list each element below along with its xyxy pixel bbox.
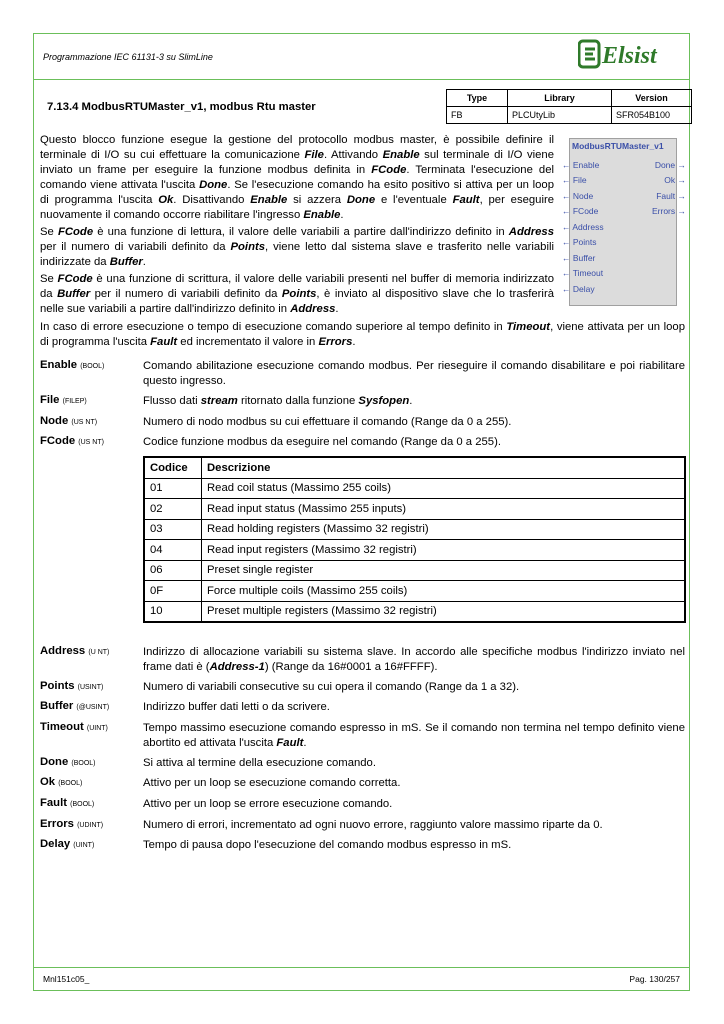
param-description	[143, 721, 685, 751]
text-run: . Se l'esecuzione comando ha esito positivo si attiva per un loop di programma l'uscita	[40, 179, 554, 206]
emphasized-term: Points	[281, 288, 317, 300]
param-name	[40, 818, 103, 830]
text-run: Comando abilitazione esecuzione comando modbus. Per rieseguire il comando disabilitare e poi riabilitare questo ingresso.	[143, 360, 685, 387]
param-name	[40, 680, 103, 692]
fcode-cell: 03	[144, 519, 202, 540]
param-name	[40, 415, 97, 427]
param-label: File	[40, 394, 60, 406]
fcode-desc-cell: Preset single register	[202, 560, 686, 581]
emphasized-term: stream	[200, 395, 238, 407]
fcode-cell: 02	[144, 499, 202, 520]
param-type: (BOOL)	[58, 780, 83, 787]
emphasized-term: Points	[230, 241, 266, 253]
text-run: , viene letto dal sistema slave e trasferito nelle variabili indirizzate da	[40, 241, 554, 268]
param-label: Timeout	[40, 721, 84, 733]
text-run: .	[303, 737, 307, 749]
fb-output-pin: Ok →	[664, 175, 686, 185]
intro-paragraph-3	[40, 272, 554, 317]
param-type: (US NT)	[78, 439, 104, 446]
section-title: 7.13.4 ModbusRTUMaster_v1, modbus Rtu master	[47, 101, 316, 113]
param-name	[40, 756, 96, 768]
fcode-table	[143, 456, 686, 623]
emphasized-term: Buffer	[109, 256, 143, 268]
text-run: .	[340, 209, 344, 221]
fcode-cell: 01	[144, 478, 202, 499]
text-run: per il numero di variabili definito da	[40, 241, 231, 253]
header-title: Programmazione IEC 61131-3 su SlimLine	[43, 52, 213, 62]
fcode-cell: 0F	[144, 581, 202, 602]
text-run: Attivo per un loop se errore esecuzione comando.	[143, 798, 393, 810]
emphasized-term: Done	[346, 194, 376, 206]
footer-rule	[33, 967, 690, 968]
param-label: Done	[40, 756, 69, 768]
emphasized-term: Fault	[150, 336, 178, 348]
param-type: (@USINT)	[76, 704, 110, 711]
param-description	[143, 394, 685, 409]
text-run: ) (Range da 16#0001 a 16#FFFF).	[264, 661, 438, 673]
text-run: . Disattivando	[173, 194, 251, 206]
info-value: PLCUtyLib	[508, 107, 612, 124]
emphasized-term: Fault	[276, 737, 304, 749]
text-run: Se	[40, 273, 58, 285]
fb-input-pin: ← Node	[562, 191, 594, 201]
fb-input-pin: ← Delay	[562, 284, 595, 294]
emphasized-term: FCode	[57, 273, 93, 285]
text-run: , per eseguire nuovamente il comando occorre riabilitare l'ingresso	[40, 194, 555, 221]
fb-input-pin: ← Buffer	[562, 253, 596, 263]
fcode-cell: 04	[144, 540, 202, 561]
param-type: (FILEP)	[62, 398, 87, 405]
emphasized-term: Address-1	[209, 661, 265, 673]
param-description	[143, 359, 685, 389]
text-run: .	[142, 256, 146, 268]
param-type: (UINT)	[73, 842, 95, 849]
text-run: .	[335, 303, 339, 315]
param-description	[143, 838, 685, 853]
elsist-logo	[578, 38, 678, 70]
text-run: Indirizzo buffer dati letti o da scrivere.	[143, 701, 330, 713]
fb-input-pin: ← FCode	[562, 206, 599, 216]
text-run: . Attivando	[323, 149, 383, 161]
info-value: FB	[447, 107, 508, 124]
fcode-desc-cell: Read input registers (Massimo 32 registri)	[202, 540, 686, 561]
param-description	[143, 756, 685, 771]
text-run: , viene attivata per un loop di programma l'uscita	[40, 321, 686, 348]
fcode-cell: 06	[144, 560, 202, 581]
fcode-desc-cell: Read input status (Massimo 255 inputs)	[202, 499, 686, 520]
param-name	[40, 435, 104, 447]
emphasized-term: Timeout	[506, 321, 551, 333]
param-label: Address	[40, 645, 86, 657]
text-run: ed incrementato il valore in	[177, 336, 319, 348]
text-run: Codice funzione modbus da eseguire nel comando (Range da 0 a 255).	[143, 436, 501, 448]
fb-output-pin: Errors →	[652, 206, 686, 216]
text-run: Flusso dati	[143, 395, 201, 407]
param-name	[40, 838, 94, 850]
info-header: Type	[447, 90, 508, 107]
emphasized-term: Buffer	[57, 288, 91, 300]
emphasized-term: Done	[199, 179, 228, 191]
param-type: (UDINT)	[77, 822, 104, 829]
text-run: .	[352, 336, 356, 348]
param-type: (BOOL)	[80, 363, 105, 370]
param-label: Points	[40, 680, 75, 692]
emphasized-term: FCode	[371, 164, 407, 176]
emphasized-term: Address	[290, 303, 336, 315]
text-run: Attivo per un loop se esecuzione comando corretta.	[143, 777, 401, 789]
text-run: Numero di nodo modbus su cui effettuare il comando (Range da 0 a 255).	[143, 416, 512, 428]
fb-input-pin: ← Points	[562, 237, 597, 247]
param-description	[143, 776, 685, 791]
text-run: si azzera	[287, 194, 347, 206]
emphasized-term: Fault	[452, 194, 480, 206]
footer-doc-code: Mnl151c05_	[43, 974, 90, 984]
fb-name: ModbusRTUMaster_v1	[572, 141, 664, 151]
text-run: e l'eventuale	[375, 194, 453, 206]
fcode-table-header: Descrizione	[202, 457, 686, 478]
fb-input-pin: ← Timeout	[562, 268, 604, 278]
param-label: Enable	[40, 359, 78, 371]
fcode-table-header: Codice	[144, 457, 202, 478]
param-type: (UINT)	[86, 725, 108, 732]
text-run: . Terminata l'esecuzione del comando viene attivata l'uscita	[40, 164, 554, 191]
fcode-desc-cell: Read holding registers (Massimo 32 registri)	[202, 519, 686, 540]
text-run: è una funzione di lettura, il valore delle variabili a partire dall'indirizzo definito in	[93, 226, 509, 238]
intro-paragraph-4	[40, 320, 685, 350]
param-description	[143, 680, 685, 695]
fb-input-pin: ← Address	[562, 222, 604, 232]
param-description	[143, 700, 685, 715]
emphasized-term: FCode	[57, 226, 94, 238]
param-name	[40, 645, 109, 657]
param-label: Buffer	[40, 700, 74, 712]
param-description	[143, 435, 685, 450]
param-description	[143, 415, 685, 430]
text-run: Se	[40, 226, 58, 238]
emphasized-term: File	[304, 149, 324, 161]
info-value: SFR054B100	[612, 107, 692, 124]
param-type: (USINT)	[77, 684, 104, 691]
param-type: (US NT)	[71, 419, 98, 426]
param-label: Ok	[40, 776, 56, 788]
emphasized-term: Address	[508, 226, 554, 238]
param-name	[40, 359, 104, 371]
text-run: è una funzione di scrittura, il valore delle variabili presenti nel buffer di memoria indirizzato da	[40, 273, 554, 300]
header-rule	[33, 79, 690, 80]
fb-output-pin: Done →	[654, 160, 686, 170]
param-name	[40, 776, 82, 788]
text-run: Numero di variabili consecutive su cui opera il comando (Range da 1 a 32).	[143, 681, 520, 693]
text-run: sul terminale di I/O viene inviato un frame per eseguire la funzione modbus definita in	[40, 149, 554, 176]
param-name	[40, 721, 108, 733]
footer-page-number: Pag. 130/257	[629, 974, 680, 984]
param-type: (BOOL)	[70, 801, 95, 808]
info-table	[446, 89, 692, 124]
param-label: Node	[40, 415, 69, 427]
fcode-desc-cell: Preset multiple registers (Massimo 32 registri)	[202, 601, 686, 622]
text-run: Tempo massimo esecuzione comando espresso in mS. Se il comando non termina nel tempo definito viene abortito ed attivata l'uscita	[143, 722, 685, 749]
fb-output-pin: Fault →	[656, 191, 686, 201]
text-run: , è inviato al dispositivo slave che lo trasferirà nelle sue variabili a partire dall'indirizzo definito in	[40, 288, 554, 315]
fcode-desc-cell: Force multiple coils (Massimo 255 coils)	[202, 581, 686, 602]
text-run: Questo blocco funzione esegue la gestione del protocollo modbus master, è possibile definire il terminale di I/O su cui effettuare la comunicazione	[40, 134, 554, 161]
fcode-desc-cell: Read coil status (Massimo 255 coils)	[202, 478, 686, 499]
param-name	[40, 394, 87, 406]
text-run: .	[409, 395, 413, 407]
text-run: Numero di errori, incrementato ad ogni nuovo errore, raggiunto valore massimo riparte da 0.	[143, 819, 603, 831]
param-description	[143, 818, 685, 833]
text-run: per il numero di variabili definito da	[90, 288, 282, 300]
param-label: Fault	[40, 797, 67, 809]
param-label: FCode	[40, 435, 76, 447]
fb-input-pin: ← Enable	[562, 160, 600, 170]
text-run: Si attiva al termine della esecuzione comando.	[143, 757, 376, 769]
intro-paragraph-2	[40, 225, 554, 270]
emphasized-term: Enable	[250, 194, 288, 206]
param-label: Errors	[40, 818, 74, 830]
emphasized-term: Ok	[158, 194, 174, 206]
param-type: (BOOL)	[71, 760, 96, 767]
emphasized-term: Sysfopen	[358, 395, 410, 407]
param-label: Delay	[40, 838, 71, 850]
fb-input-pin: ← File	[562, 175, 587, 185]
emphasized-term: Enable	[382, 149, 420, 161]
intro-paragraph-1	[40, 133, 554, 223]
param-description	[143, 645, 685, 675]
param-type: (U NT)	[88, 649, 110, 656]
info-header: Library	[508, 90, 612, 107]
emphasized-term: Errors	[318, 336, 353, 348]
svg-text:Elsist: Elsist	[602, 43, 657, 69]
param-description	[143, 797, 685, 812]
param-name	[40, 700, 109, 712]
text-run: Indirizzo di allocazione variabili su sistema slave. In accordo alle specifiche modbus l'indirizzo inviato nel frame dati è (	[143, 646, 685, 673]
info-header: Version	[612, 90, 692, 107]
text-run: In caso di errore esecuzione o tempo di esecuzione comando superiore al tempo definito in	[40, 321, 507, 333]
text-run: ritornato dalla funzione	[237, 395, 359, 407]
emphasized-term: Enable	[303, 209, 341, 221]
text-run: Tempo di pausa dopo l'esecuzione del comando modbus espresso in mS.	[143, 839, 512, 851]
fcode-cell: 10	[144, 601, 202, 622]
param-name	[40, 797, 94, 809]
